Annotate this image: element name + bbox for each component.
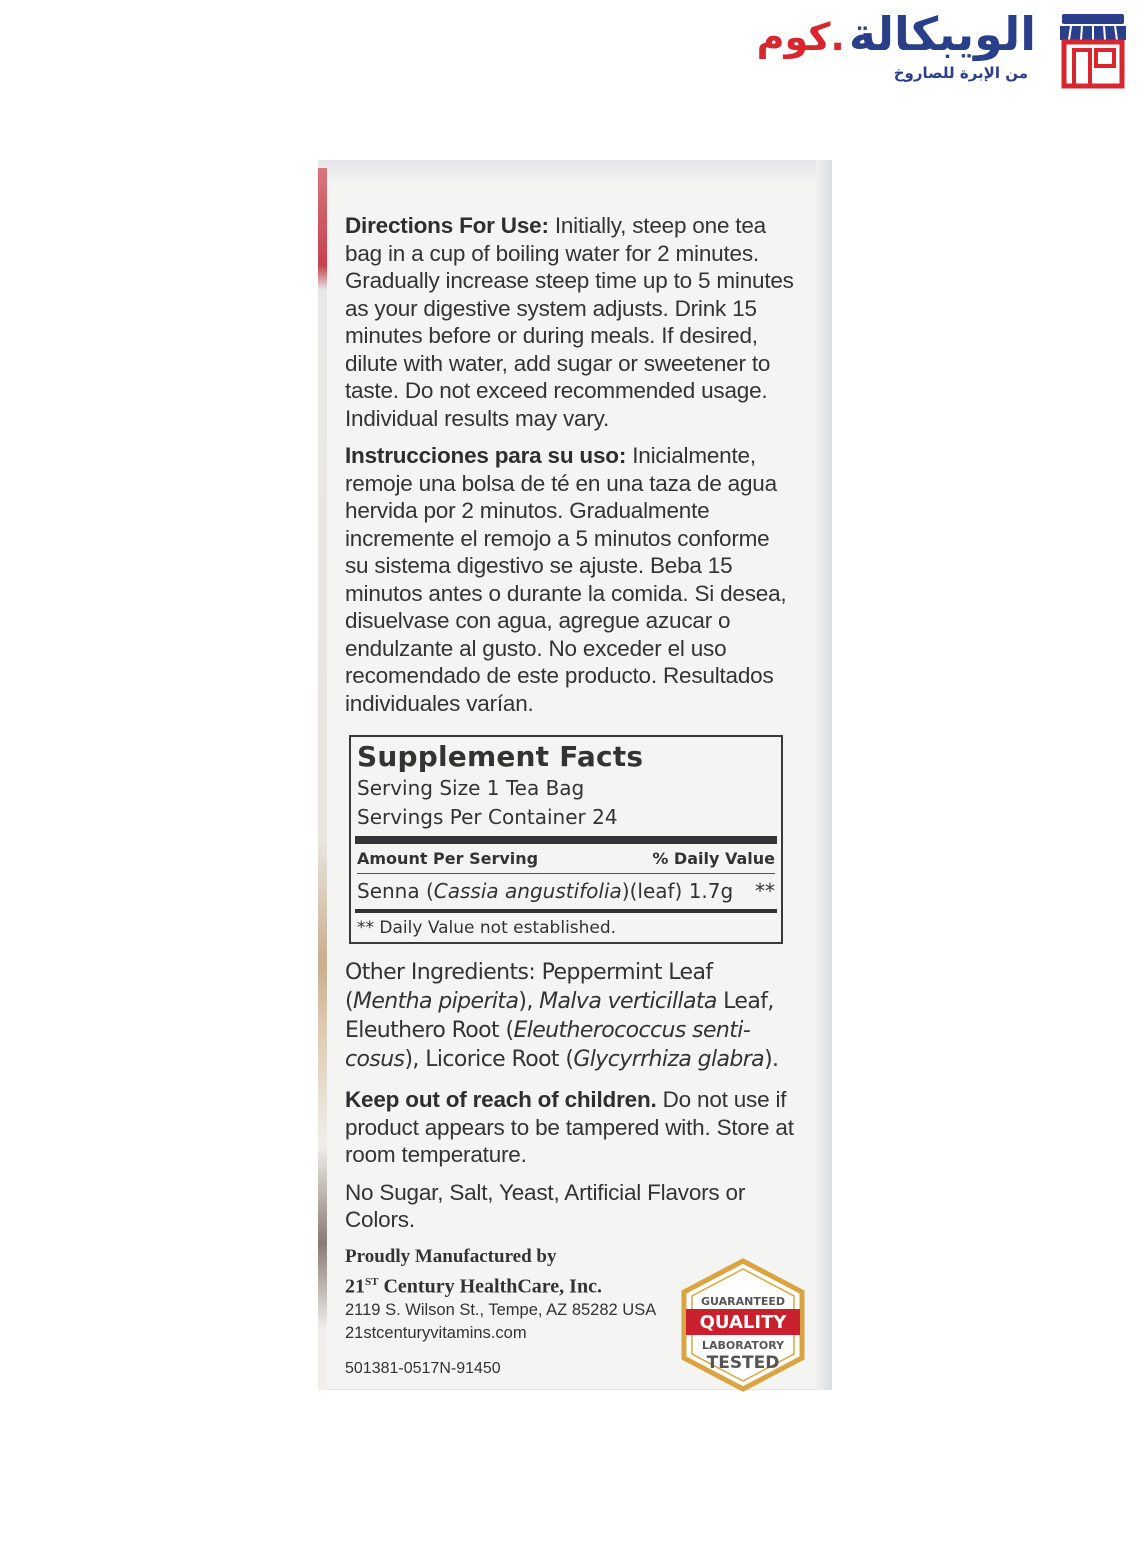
- ing-latin-1: Mentha piperita: [352, 989, 519, 1014]
- supplement-facts: [349, 735, 783, 944]
- manufacturer-address: 2119 S. Wilson St., Tempe, AZ 85282 USA: [345, 1301, 657, 1320]
- facts-divider-medium: [355, 909, 777, 913]
- logo-name: الويبكالة: [848, 7, 1036, 61]
- manufacturer-title: Proudly Manufactured by: [345, 1245, 557, 1267]
- box-left-edge: [318, 168, 327, 1390]
- senna-suffix: )(leaf) 1.7g: [621, 879, 734, 903]
- product-code: 501381-0517N-91450: [345, 1360, 501, 1378]
- servings-per-container: Servings Per Container 24: [357, 805, 618, 829]
- facts-footnote: ** Daily Value not established.: [357, 918, 617, 938]
- other-ingredients: [345, 958, 795, 1074]
- directions-label: Directions For Use:: [345, 213, 549, 238]
- dv-header: % Daily Value: [652, 849, 775, 868]
- instrucciones-label: Instrucciones para su uso:: [345, 443, 627, 468]
- logo-wordmark: [757, 4, 1036, 67]
- facts-header-row: [357, 848, 775, 870]
- box-right-edge: [816, 160, 832, 1390]
- badge-line1: LABORATORY: [701, 1339, 785, 1352]
- company-num: 21: [345, 1275, 365, 1298]
- box-top-edge: [318, 160, 830, 182]
- storefront-icon: [1058, 12, 1128, 90]
- badge-top: GUARANTEED: [701, 1295, 785, 1308]
- warning: [345, 1086, 795, 1169]
- company-sup: ST: [365, 1275, 379, 1288]
- no-sugar-statement: No Sugar, Salt, Yeast, Artificial Flavors or Colors.: [345, 1179, 746, 1232]
- senna-amount: [357, 876, 733, 906]
- ing-text-4: ), Licorice Root (: [404, 1047, 574, 1072]
- senna-row: [357, 876, 775, 906]
- directions-en: [345, 212, 795, 432]
- serving-size: Serving Size 1 Tea Bag: [357, 776, 585, 800]
- manufacturer-website: 21stcenturyvitamins.com: [345, 1324, 527, 1343]
- facts-divider-thin: [357, 873, 775, 874]
- badge-line2: TESTED: [706, 1353, 780, 1373]
- other-ingredients-label: Other Ingredients:: [345, 960, 536, 985]
- quality-badge-icon: [678, 1258, 808, 1392]
- badge-middle: QUALITY: [699, 1312, 787, 1333]
- senna-dv: **: [755, 879, 775, 903]
- ing-latin-2: Malva verticillata: [539, 989, 717, 1014]
- facts-divider-thick: [355, 836, 777, 844]
- ing-text-5: ).: [764, 1047, 779, 1072]
- instrucciones-text: Inicialmente, remoje una bolsa de té en una taza de agua hervida por 2 minutos. Gradualmente incremente el remojo a 5 minutos conforme su sistema digestivo se ajuste. Beba 15 minutos antes o durante la comida. Si desea, disuelvase con agua, agregue azucar o endulzante al gusto. No exceder el uso recomendado de este producto. Resultados individuales varían.: [345, 443, 787, 716]
- amount-header: Amount Per Serving: [357, 849, 539, 868]
- senna-prefix: Senna (: [357, 879, 434, 903]
- warning-label: Keep out of reach of children.: [345, 1087, 657, 1112]
- senna-latin: Cassia angustifolia: [433, 879, 622, 903]
- ing-text-3: Leaf, Eleuthero Root (: [345, 989, 774, 1043]
- directions-es: [345, 442, 795, 717]
- directions-text: Initially, steep one tea bag in a cup of boiling water for 2 minutes. Gradually increase steep time up to 5 minutes as your digestive system adjusts. Drink 15 minutes before or during meals. If desired, dilute with water, add sugar or sweetener to taste. Do not exceed recommended usage. Individual results may vary.: [345, 213, 794, 431]
- ing-latin-4: Glycyrrhiza glabra: [573, 1047, 765, 1072]
- logo-tagline: من الإبرة للصاروخ: [893, 64, 1028, 82]
- company-rest: Century HealthCare, Inc.: [378, 1275, 602, 1298]
- warning-text: Do not use if product appears to be tampered with. Store at room temperature.: [345, 1087, 794, 1167]
- ing-text-2: ),: [518, 989, 540, 1014]
- facts-title: Supplement Facts: [357, 740, 644, 773]
- label-panel: [345, 180, 795, 1380]
- ing-text-1: Peppermint Leaf (: [345, 960, 713, 1014]
- logo-dotcom: .كوم: [756, 15, 845, 59]
- store-logo[interactable]: [698, 4, 1128, 94]
- ing-latin-3: Eleutherococcus senti-cosus: [345, 1018, 751, 1072]
